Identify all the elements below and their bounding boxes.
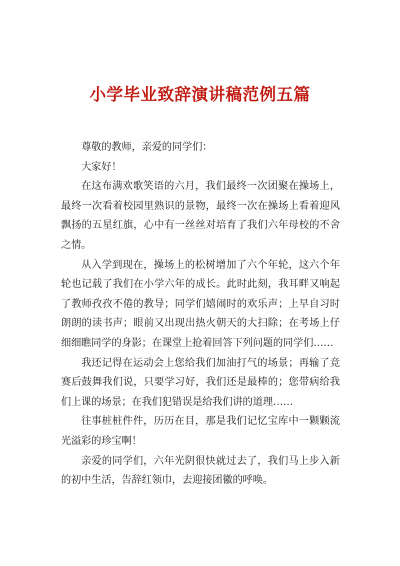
body-paragraph-3: 我还记得在运动会上您给我们加油打气的场景；再输了竞赛后鼓舞我们说，只要学习好，我们还是最棒的；您带病给我们上课的场景；在我们犯错误是给我们讲的道理…… xyxy=(61,357,340,408)
body-paragraph-4: 往事桩桩件件，历历在目，那是我们记忆宝库中一颗颗流光溢彩的珍宝啊！ xyxy=(61,416,340,447)
document-title: 小学毕业致辞演讲稿范例五篇 xyxy=(89,85,311,104)
greeting-paragraph: 大家好！ xyxy=(81,161,122,173)
body-paragraph-5: 亲爱的同学们，六年光阴很快就过去了，我们马上步入新的初中生活，告辞红领巾，去迎接团徽的呼唤。 xyxy=(61,455,340,487)
document-body xyxy=(61,138,340,491)
salutation-paragraph: 尊敬的教师，亲爱的同学们： xyxy=(81,142,213,153)
body-paragraph-1: 在这布满欢歌笑语的六月，我们最终一次团聚在操场上，最终一次看着校园里熟识的景物，最终一次在操场上看着迎风飘扬的五星红旗，心中有一丝丝对培育了我们六年母校的不舍之情。 xyxy=(61,181,340,251)
body-paragraph-2: 从入学到现在，操场上的松树增加了六个年轮，这六个年轮也记载了我们在小学六年的成长。此时此刻，我耳畔又响起了教师孜孜不倦的教导；同学们嬉闹时的欢乐声；上早自习时朗朗的读书声；眼前又出现出热火朝天的大扫除；在考场上仔细细瞧同学的身影；在课堂上抢着回答下列问题的同学们…… xyxy=(61,259,340,349)
